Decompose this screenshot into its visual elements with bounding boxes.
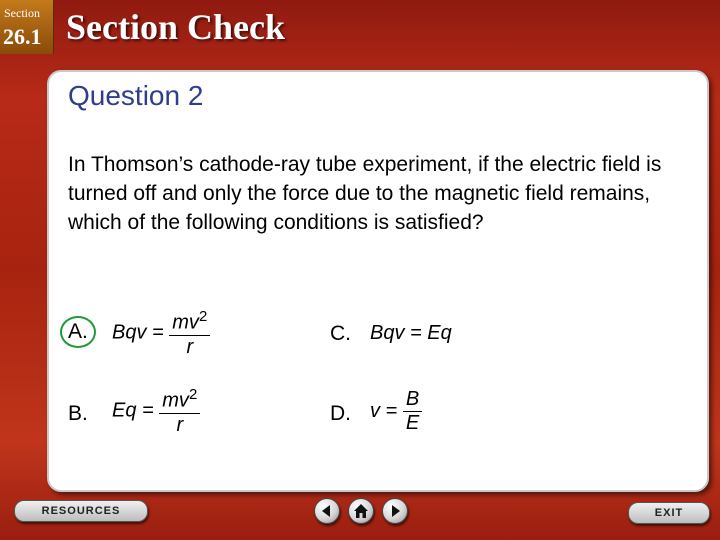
exit-button[interactable]: EXIT — [628, 502, 710, 524]
option-d-equation[interactable] — [370, 388, 422, 435]
home-icon[interactable] — [348, 498, 374, 524]
option-b-equation[interactable] — [112, 386, 200, 437]
forward-arrow-icon[interactable] — [382, 498, 408, 524]
option-d-fraction — [403, 388, 422, 435]
option-d-denominator: E — [405, 412, 420, 434]
option-b-denominator: r — [176, 413, 184, 436]
section-word: Section — [4, 6, 40, 20]
option-a-fraction — [169, 308, 210, 359]
section-number: 26.1 — [3, 24, 42, 49]
section-tag — [0, 0, 54, 54]
question-title: Question 2 — [68, 80, 204, 111]
option-a-denominator: r — [186, 335, 194, 358]
option-a-equation[interactable] — [112, 308, 210, 359]
option-c-letter[interactable]: C. — [330, 322, 351, 345]
option-a-numerator: mv — [172, 311, 199, 334]
option-a-letter[interactable]: A. — [60, 316, 96, 348]
back-arrow-icon[interactable] — [314, 498, 340, 524]
option-b-letter[interactable]: B. — [68, 402, 88, 425]
option-b-fraction — [159, 386, 200, 437]
resources-button[interactable]: RESOURCES — [14, 500, 148, 522]
option-d-letter[interactable]: D. — [330, 402, 351, 425]
option-b-lhs: Eq = — [112, 399, 154, 422]
option-a-exponent: 2 — [198, 308, 208, 325]
option-d-lhs: v = — [370, 399, 398, 422]
option-b-exponent: 2 — [188, 386, 198, 403]
question-text: In Thomson’s cathode-ray tube experiment, if the electric field is turned off and only the force due to the magnetic field remains, which of the following conditions is satisfied? — [68, 153, 662, 234]
page-title: Section Check — [66, 7, 285, 47]
option-d-numerator: B — [403, 388, 422, 412]
option-c-equation[interactable]: Bqv = Eq — [370, 322, 452, 344]
option-a-lhs: Bqv = — [112, 321, 164, 344]
option-b-numerator: mv — [162, 389, 189, 412]
